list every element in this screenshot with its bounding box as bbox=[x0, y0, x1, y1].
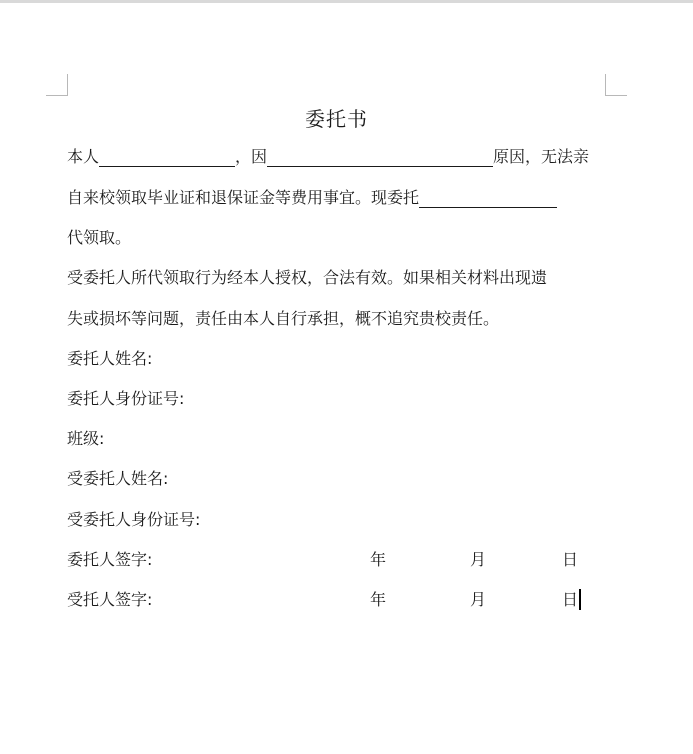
field-agent-id: 受委托人身份证号: bbox=[67, 510, 201, 529]
blank-principal-name[interactable] bbox=[99, 149, 235, 167]
text: ，因 bbox=[235, 147, 268, 166]
text-cursor bbox=[579, 589, 581, 610]
margin-corner-top-left bbox=[46, 74, 68, 96]
principal-sign-month: 月 bbox=[470, 550, 487, 569]
para1-line3: 代领取。 bbox=[67, 228, 132, 247]
principal-signature-label: 委托人签字: bbox=[67, 550, 153, 569]
field-class: 班级: bbox=[67, 429, 105, 448]
document-title: 委托书 bbox=[305, 107, 368, 131]
field-principal-id: 委托人身份证号: bbox=[67, 389, 185, 408]
principal-sign-year: 年 bbox=[370, 550, 387, 569]
field-principal-name: 委托人姓名: bbox=[67, 349, 153, 368]
agent-sign-day: 日 bbox=[562, 590, 579, 609]
text: 自来校领取毕业证和退保证金等费用事宜。现委托 bbox=[67, 188, 420, 207]
agent-sign-month: 月 bbox=[470, 590, 487, 609]
para1-line1 bbox=[67, 147, 589, 167]
agent-signature-label: 受托人签字: bbox=[67, 590, 153, 609]
blank-reason[interactable] bbox=[267, 149, 493, 167]
text: 本人 bbox=[67, 147, 100, 166]
text: 原因，无法亲 bbox=[493, 147, 590, 166]
para2-line1: 受委托人所代领取行为经本人授权，合法有效。如果相关材料出现遗 bbox=[67, 268, 548, 287]
blank-agent-name[interactable] bbox=[419, 190, 557, 208]
agent-sign-year: 年 bbox=[370, 590, 387, 609]
para2-line2: 失或损坏等问题，责任由本人自行承担，概不追究贵校责任。 bbox=[67, 309, 500, 328]
principal-sign-day: 日 bbox=[562, 550, 579, 569]
field-agent-name: 受委托人姓名: bbox=[67, 469, 169, 488]
margin-corner-top-right bbox=[605, 74, 627, 96]
para1-line2 bbox=[67, 188, 557, 208]
